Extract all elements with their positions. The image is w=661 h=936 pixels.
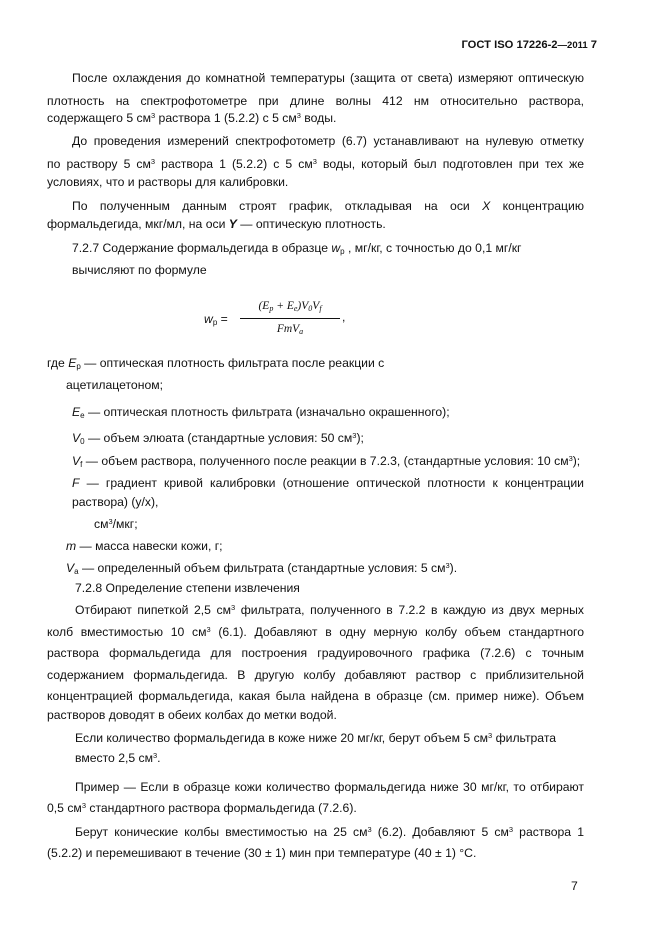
- def-m: m — масса навески кожи, г;: [66, 539, 223, 553]
- section-728-title: 7.2.8 Определение степени извлечения: [75, 581, 300, 595]
- s728-line5: концентрацией формальдегида, какая была найдена в образце (см. пример ниже). Объем: [47, 689, 584, 703]
- def-v0: $V_0$ — объем элюата (стандартные условия: 50 $см^3$);: [72, 431, 364, 446]
- p2-line3: условиях, что и растворы для калибровки.: [47, 175, 289, 189]
- def-f-cont: раствора) (у/х),: [72, 495, 159, 509]
- p3-line1: По полученным данным строят график, откладывая на оси X концентрацию: [72, 199, 584, 213]
- def-f-unit: $см^3$/мкг;: [94, 517, 138, 531]
- s728-line1: Отбирают пипеткой 2,5 $см^3$ фильтрата, полученного в 7.2.2 в каждую из двух мерных: [75, 603, 585, 617]
- p2-line2: по раствору 5 $см^3$ раствора 1 (5.2.2) с 5 $см^3$ воды, который был подготовлен при тех же: [47, 157, 584, 171]
- def-f: F — градиент кривой калибровки (отношение оптической плотности к концентрации: [72, 476, 584, 490]
- example-line2: 0,5 $см^3$ стандартного раствора формальдегида (7.2.6).: [47, 801, 357, 815]
- formula-numerator: $(E_p + E_e)V_0V_f$: [258, 300, 322, 313]
- section-727-line1: 7.2.7 Содержание формальдегида в образце $w_p$ , мг/кг, с точностью до 0,1 мг/кг: [72, 241, 522, 256]
- p1-line1: После охлаждения до комнатной температуры (защита от света) измеряют оптическую: [72, 71, 584, 85]
- formula-fraction: [240, 296, 340, 339]
- s728-line2: колб вместимостью 10 $см^3$ (6.1). Добавляют в одну мерную колбу объем стандартного: [47, 625, 584, 639]
- header-page-number: 7: [590, 39, 597, 51]
- s728-line6: растворов доводят в обеих колбах до метки водой.: [47, 708, 337, 722]
- def-va: $V_a$ — определенный объем фильтрата (стандартные условия: 5 $см^3$).: [66, 561, 458, 576]
- formula-denominator: FmV$_a$: [276, 323, 304, 336]
- s728-line7: Если количество формальдегида в коже ниже 20 мг/кг, берут объем 5 $см^3$ фильтрата: [75, 731, 557, 745]
- formula-comma: ,: [342, 310, 346, 324]
- standard-code: ГОСТ ISO 17226-2: [461, 39, 558, 51]
- section-727-line2: вычисляют по формуле: [72, 263, 207, 277]
- standard-year: —2011: [557, 40, 588, 51]
- last-line2: (5.2.2) и перемешивают в течение (30 ± 1) мин при температуре (40 ± 1) °С.: [47, 846, 477, 860]
- def-vf: $V_f$ — объем раствора, полученного после реакции в 7.2.3, (стандартные условия: 10 $см^3$);: [72, 454, 581, 469]
- def-ep: где $E_p$ — оптическая плотность фильтрата после реакции с: [47, 356, 385, 371]
- formula-wp: [204, 296, 364, 344]
- def-ep-cont: ацетилацетоном;: [66, 378, 163, 392]
- p3-line2: формальдегида, мкг/мл, на оси Y — оптическую плотность.: [47, 217, 386, 231]
- def-ee: $E_e$ — оптическая плотность фильтрата (изначально окрашенного);: [72, 405, 450, 420]
- page-header: [461, 39, 597, 51]
- s728-line4: содержанием формальдегида. В другую колбу добавляют раствор с приблизительной: [47, 668, 584, 682]
- example-line1: Пример — Если в образце кожи количество формальдегида ниже 30 мг/кг, то отбирают: [75, 780, 584, 794]
- formula-lhs: $w_p$ =: [204, 312, 228, 327]
- p1-line2: плотность на спектрофотометре при длине волны 412 нм относительно раствора,: [47, 94, 584, 108]
- last-line1: Берут конические колбы вместимостью на 25 $см^3$ (6.2). Добавляют 5 $см^3$ раствора 1: [75, 825, 584, 839]
- s728-line3: раствора формальдегида для построения градуировочного графика (7.2.6) с точным: [47, 646, 584, 660]
- s728-line8: вместо 2,5 $см^3$.: [75, 751, 161, 765]
- p2-line1: До проведения измерений спектрофотометр (6.7) устанавливают на нулевую отметку: [72, 134, 584, 148]
- p1-line3: содержащего 5 $см^3$ раствора 1 (5.2.2) с 5 $см^3$ воды.: [47, 111, 337, 125]
- page-number: 7: [571, 879, 578, 893]
